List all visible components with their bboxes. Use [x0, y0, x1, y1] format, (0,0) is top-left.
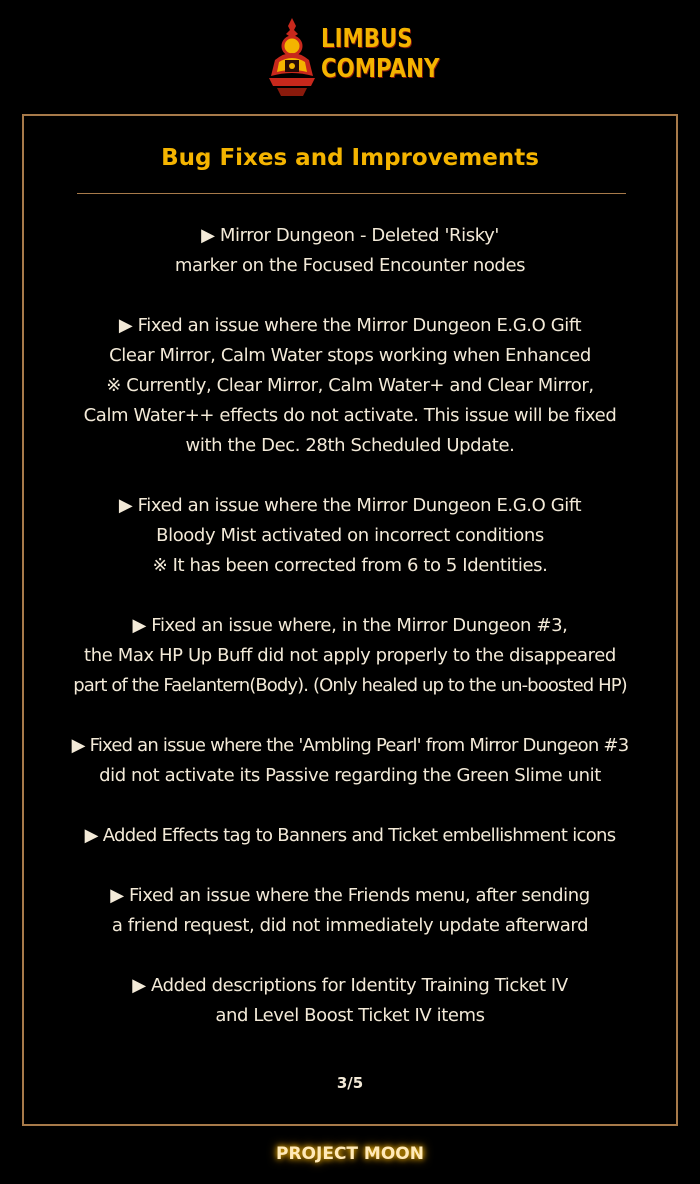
note-item	[24, 611, 676, 701]
note-line: Bloody Mist activated on incorrect conditions	[156, 525, 544, 546]
note-item	[24, 821, 676, 851]
note-line: ▶ Fixed an issue where the Friends menu, after sending	[110, 885, 590, 906]
note-item	[24, 221, 676, 281]
note-line: ▶ Fixed an issue where the Mirror Dungeon E.G.O Gift	[118, 315, 582, 336]
limbus-company-logo	[263, 16, 439, 98]
note-line: with the Dec. 28th Scheduled Update.	[185, 435, 515, 456]
note-line: ※ Currently, Clear Mirror, Calm Water+ and Clear Mirror,	[106, 375, 594, 396]
patch-notes-list	[24, 221, 676, 1061]
note-line: ▶ Added descriptions for Identity Training Ticket IV	[132, 975, 568, 996]
patch-notes-panel	[22, 114, 678, 1126]
note-line: Calm Water++ effects do not activate. This issue will be fixed	[83, 405, 617, 426]
note-line: and Level Boost Ticket IV items	[215, 1005, 485, 1026]
note-line: Clear Mirror, Calm Water stops working when Enhanced	[109, 345, 591, 366]
panel-title: Bug Fixes and Improvements	[161, 145, 539, 171]
project-moon-footer: PROJECT MOON	[276, 1144, 424, 1164]
note-line: marker on the Focused Encounter nodes	[174, 255, 526, 276]
note-line: ▶ Fixed an issue where, in the Mirror Dungeon #3,	[132, 615, 568, 636]
logo-wordmark	[321, 24, 440, 84]
note-line: ▶ Mirror Dungeon - Deleted 'Risky'	[201, 225, 499, 246]
note-line: the Max HP Up Buff did not apply properly to the disappeared	[84, 645, 616, 666]
note-line: ▶ Fixed an issue where the Mirror Dungeon E.G.O Gift	[118, 495, 582, 516]
note-line: ▶ Added Effects tag to Banners and Ticket embellishment icons	[84, 825, 616, 846]
logo-emblem-icon	[263, 16, 321, 98]
note-item	[24, 311, 676, 461]
page-indicator: 3/5	[336, 1074, 364, 1092]
note-item	[24, 491, 676, 581]
note-line: ▶ Fixed an issue where the 'Ambling Pearl' from Mirror Dungeon #3	[71, 735, 629, 756]
note-line: ※ It has been corrected from 6 to 5 Identities.	[152, 555, 548, 576]
note-item	[24, 731, 676, 791]
note-line: a friend request, did not immediately update afterward	[111, 915, 589, 936]
note-item	[24, 881, 676, 941]
title-divider	[77, 193, 626, 194]
note-line: did not activate its Passive regarding the Green Slime unit	[99, 765, 601, 786]
note-line: part of the Faelantern(Body). (Only healed up to the un-boosted HP)	[73, 675, 627, 696]
logo-line-company: COMPANY	[321, 54, 440, 84]
logo-line-limbus: LIMBUS	[321, 24, 413, 54]
note-item	[24, 971, 676, 1031]
